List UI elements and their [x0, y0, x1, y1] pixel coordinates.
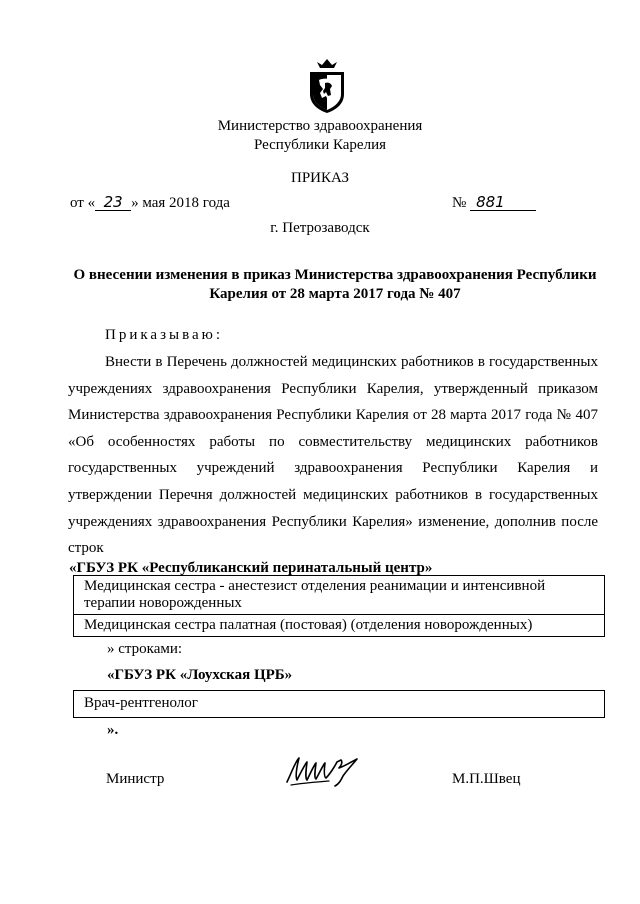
city: г. Петрозаводск	[270, 220, 370, 236]
handwritten-signature	[283, 752, 363, 788]
table-row: Врач-рентгенолог	[84, 695, 198, 711]
signatory-title: Министр	[106, 771, 165, 787]
order-date	[70, 195, 230, 212]
institution-1-name: «ГБУЗ РК «Республиканский перинатальный центр»	[69, 560, 433, 576]
ministry-line-1: Министерство здравоохранения	[217, 118, 423, 134]
order-number	[452, 195, 536, 212]
prikazyvayu-heading: Приказываю:	[105, 327, 223, 343]
order-subject: О внесении изменения в приказ Министерства здравоохранения Республики Карелия от 28 марта 2017 года № 407	[73, 267, 597, 302]
table-row: Медицинская сестра палатная (постовая) (отделения новорожденных)	[74, 614, 604, 636]
closing-quote: ».	[107, 722, 119, 738]
table-row: Медицинская сестра - анестезист отделения реанимации и интенсивной терапии новорожденных	[84, 578, 546, 611]
positions-table-1	[73, 575, 605, 637]
ministry-line-2: Республики Карелия	[253, 137, 387, 153]
number-handwritten: 881	[470, 195, 536, 211]
number-label: №	[452, 195, 467, 211]
body-paragraph-text: Внести в Перечень должностей медицинских работников в государственных учреждениях здравоохранения Республики Карелия, утвержденный приказом Министерства здравоохранения Республики Карелия от 28 марта 2017 года № 407 «Об особенностях работы по совместительству медицинских работников государственных учреждений здравоохранения Республики Карелия и утверждении Перечня должностей медицинских работников в государственных учреждениях здравоохранения Республики Карелия» изменение, дополнив после строк	[68, 354, 598, 557]
institution-2-name: «ГБУЗ РК «Лоухская ЦРБ»	[107, 667, 293, 683]
signatory-name: М.П.Швец	[452, 771, 521, 787]
date-day-handwritten: 23	[95, 195, 131, 211]
document-type: ПРИКАЗ	[291, 170, 349, 186]
date-prefix: от «	[70, 195, 96, 211]
coat-of-arms-emblem	[306, 58, 348, 114]
positions-table-2	[73, 690, 605, 718]
strokami-text: » строками:	[107, 641, 183, 657]
date-suffix: » мая 2018 года	[131, 195, 230, 211]
body-paragraph	[68, 349, 598, 562]
ministry-name	[0, 117, 640, 155]
